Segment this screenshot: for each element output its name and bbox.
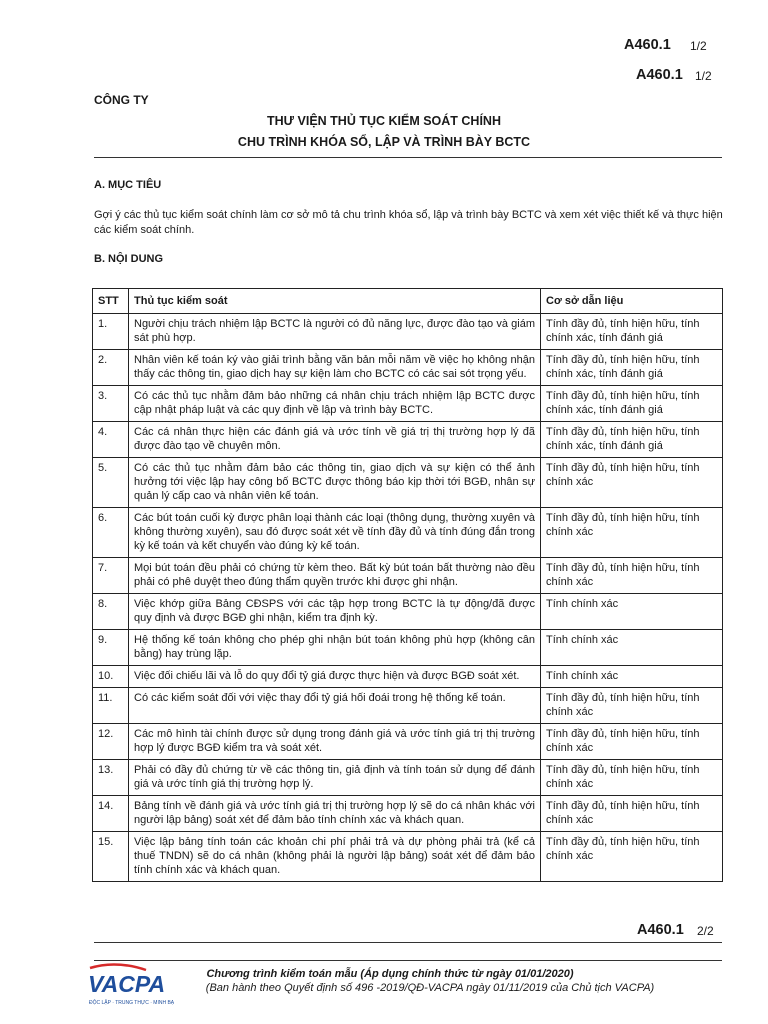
footer-divider-upper: [94, 942, 722, 943]
header-procedure: Thủ tục kiểm soát: [129, 289, 541, 314]
row-assertion: Tính chính xác: [541, 594, 723, 630]
row-assertion: Tính đầy đủ, tính hiện hữu, tính chính xác, tính đánh giá: [541, 350, 723, 386]
row-assertion: Tính đầy đủ, tính hiện hữu, tính chính xác: [541, 688, 723, 724]
row-procedure: Các mô hình tài chính được sử dụng trong đánh giá và ước tính giá trị thị trường hợp lý được BGĐ kiểm tra và soát xét.: [129, 724, 541, 760]
row-stt: 1.: [93, 314, 129, 350]
row-stt: 7.: [93, 558, 129, 594]
row-stt: 9.: [93, 630, 129, 666]
row-stt: 14.: [93, 796, 129, 832]
row-assertion: Tính đầy đủ, tính hiện hữu, tính chính xác: [541, 508, 723, 558]
row-procedure: Bảng tính về đánh giá và ước tính giá trị thị trường hợp lý sẽ do cá nhân khác với người lập bảng) soát xét để đảm bảo tính chính xác và khách quan.: [129, 796, 541, 832]
page-number-second: 1/2: [695, 69, 712, 83]
section-b-heading: B. NỘI DUNG: [94, 253, 164, 265]
table-row: [93, 666, 723, 688]
row-stt: 8.: [93, 594, 129, 630]
document-subtitle: CHU TRÌNH KHÓA SỔ, LẬP VÀ TRÌNH BÀY BCTC: [237, 135, 531, 149]
section-a-text: Gợi ý các thủ tục kiểm soát chính làm cơ sở mô tả chu trình khóa sổ, lập và trình bày BCTC và xem xét việc thiết kế và thực hiện các kiểm soát chính.: [94, 209, 723, 236]
row-assertion: Tính đầy đủ, tính hiện hữu, tính chính xác, tính đánh giá: [541, 386, 723, 422]
logo-tagline: ĐỘC LẬP · TRUNG THỰC · MINH BẠCH: [89, 1000, 174, 1006]
table-row: [93, 630, 723, 666]
table-row: [93, 458, 723, 508]
document-title: THƯ VIỆN THỦ TỤC KIỂM SOÁT CHÍNH: [267, 114, 501, 128]
doc-code-second: A460.1: [636, 67, 683, 83]
row-assertion: Tính chính xác: [541, 666, 723, 688]
doc-code-top: A460.1: [624, 37, 671, 53]
doc-code-bottom: A460.1: [637, 922, 684, 938]
row-procedure: Có các kiểm soát đối với việc thay đổi tỷ giá hối đoái trong hệ thống kế toán.: [129, 688, 541, 724]
row-procedure: Người chịu trách nhiệm lập BCTC là người có đủ năng lực, được đào tạo và giám sát phù hợp.: [129, 314, 541, 350]
footer-program-line: Chương trình kiểm toán mẫu (Áp dụng chính thức từ ngày 01/01/2020): [206, 968, 574, 980]
row-procedure: Việc lập bảng tính toán các khoản chi phí phải trả và dự phòng phải trả (kể cả thuế TNDN) sẽ do cá nhân (không phải là người lập bảng) soát xét để đảm bảo tính chính xác và khách quan.: [129, 832, 541, 882]
row-assertion: Tính đầy đủ, tính hiện hữu, tính chính xác, tính đánh giá: [541, 422, 723, 458]
row-procedure: Nhân viên kế toán ký vào giải trình bằng văn bản mỗi năm về việc họ không nhận thấy các thông tin, giao dịch hay sự kiện làm cho BCTC có các sai sót trọng yếu.: [129, 350, 541, 386]
row-stt: 6.: [93, 508, 129, 558]
row-procedure: Các bút toán cuối kỳ được phân loại thành các loại (thông dụng, thường xuyên và không thường xuyên), sau đó được soát xét về tính đầy đủ và tính đúng đắn trong kỳ kế toán và kết chuyển vào đúng kỳ kế toán.: [129, 508, 541, 558]
row-procedure: Mọi bút toán đều phải có chứng từ kèm theo. Bất kỳ bút toán bất thường nào đều phải có phê duyệt theo đúng thẩm quyền trước khi được ghi nhận.: [129, 558, 541, 594]
table-row: [93, 832, 723, 882]
row-assertion: Tính đầy đủ, tính hiện hữu, tính chính xác: [541, 796, 723, 832]
table-row: [93, 724, 723, 760]
header-assertion: Cơ sở dẫn liệu: [541, 289, 723, 314]
row-stt: 13.: [93, 760, 129, 796]
table-row: [93, 558, 723, 594]
table-row: [93, 314, 723, 350]
header-stt: STT: [93, 289, 129, 314]
row-procedure: Việc khớp giữa Bảng CĐSPS với các tập hợp trong BCTC là tự động/đã được quy định và được BGĐ ghi nhận, kiểm tra định kỳ.: [129, 594, 541, 630]
company-label: CÔNG TY: [94, 93, 149, 107]
row-stt: 10.: [93, 666, 129, 688]
row-procedure: Hệ thống kế toán không cho phép ghi nhận bút toán không phù hợp (không cân bằng) hay trùng lặp.: [129, 630, 541, 666]
row-procedure: Có các thủ tục nhằm đảm bảo các thông tin, giao dịch và sự kiện có thể ảnh hưởng tới việc lập hay công bố BCTC được thông báo kịp thời tới BGĐ, nhân sự quản lý cấp cao và nhân viên kế toán.: [129, 458, 541, 508]
row-stt: 4.: [93, 422, 129, 458]
table-row: [93, 760, 723, 796]
row-assertion: Tính đầy đủ, tính hiện hữu, tính chính xác: [541, 724, 723, 760]
row-assertion: Tính đầy đủ, tính hiện hữu, tính chính xác: [541, 832, 723, 882]
row-stt: 2.: [93, 350, 129, 386]
row-assertion: Tính đầy đủ, tính hiện hữu, tính chính xác: [541, 760, 723, 796]
section-a-heading: A. MỤC TIÊU: [94, 179, 162, 191]
row-assertion: Tính đầy đủ, tính hiện hữu, tính chính xác, tính đánh giá: [541, 314, 723, 350]
row-stt: 12.: [93, 724, 129, 760]
row-stt: 15.: [93, 832, 129, 882]
control-procedures-table: [92, 288, 723, 882]
row-procedure: Việc đối chiếu lãi và lỗ do quy đổi tỷ giá được thực hiện và được BGĐ soát xét.: [129, 666, 541, 688]
row-assertion: Tính đầy đủ, tính hiện hữu, tính chính xác: [541, 458, 723, 508]
row-procedure: Có các thủ tục nhằm đảm bảo những cá nhân chịu trách nhiệm lập BCTC được cập nhật pháp luật và các quy định về lập và trình bày BCTC.: [129, 386, 541, 422]
table-row: [93, 386, 723, 422]
table-row: [93, 796, 723, 832]
page-number-top: 1/2: [690, 39, 707, 53]
row-stt: 3.: [93, 386, 129, 422]
logo-wordmark: VACPA: [88, 971, 166, 997]
table-row: [93, 688, 723, 724]
table-row: [93, 594, 723, 630]
row-assertion: Tính chính xác: [541, 630, 723, 666]
table-row: [93, 508, 723, 558]
title-divider: [94, 157, 722, 158]
row-procedure: Phải có đầy đủ chứng từ về các thông tin, giả định và tính toán sử dụng để đánh giá và ước tính giá thị trường hợp lý.: [129, 760, 541, 796]
row-stt: 5.: [93, 458, 129, 508]
logo-swoosh: [90, 964, 146, 970]
row-procedure: Các cá nhân thực hiện các đánh giá và ước tính về giá trị thị trường hợp lý đã được đào tạo về chuyên môn.: [129, 422, 541, 458]
footer-divider-lower: [94, 960, 722, 961]
page-number-bottom: 2/2: [697, 924, 714, 938]
table-row: [93, 350, 723, 386]
row-assertion: Tính đầy đủ, tính hiện hữu, tính chính xác: [541, 558, 723, 594]
table-header-row: [93, 289, 723, 314]
row-stt: 11.: [93, 688, 129, 724]
vacpa-logo: [86, 962, 174, 1012]
table-row: [93, 422, 723, 458]
footer-decision-line: (Ban hành theo Quyết định số 496 -2019/QĐ-VACPA ngày 01/11/2019 của Chủ tịch VACPA): [205, 982, 655, 994]
